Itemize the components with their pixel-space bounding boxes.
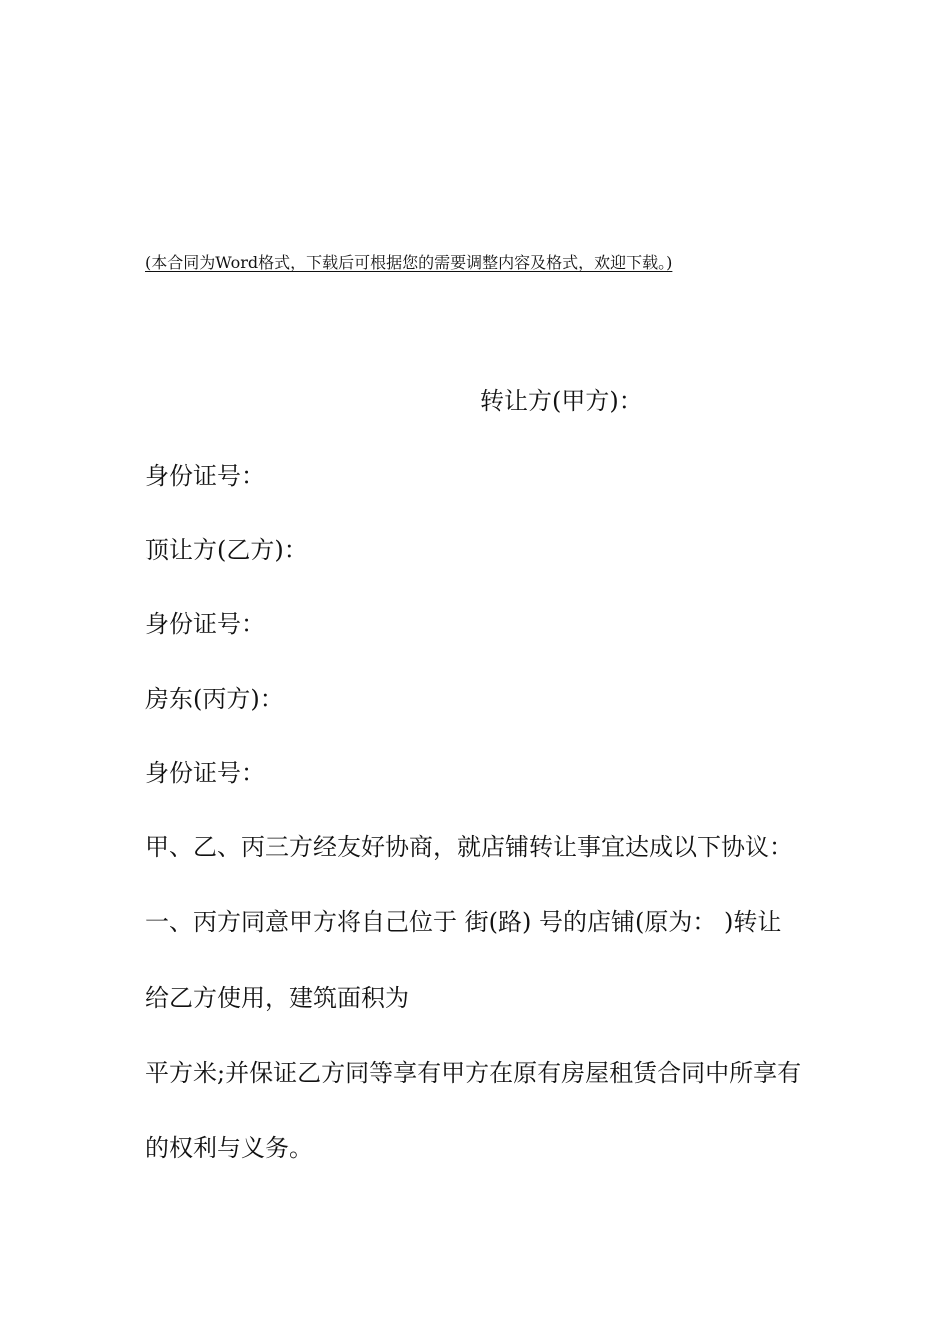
assignee-label: 顶让方(乙方)： [145,536,308,564]
landlord-label: 房东(丙方)： [145,685,284,713]
assignee-id-label: 身份证号： [145,610,265,638]
clause-1-line-3: 平方米;并保证乙方同等享有甲方在原有房屋租赁合同中所享有 [145,1059,802,1087]
agreement-intro: 甲、乙、丙三方经友好协商，就店铺转让事宜达成以下协议： [145,833,793,861]
clause-1-line-1: 一、丙方同意甲方将自己位于 街(路) 号的店铺(原为： )转让 [145,908,782,936]
transferor-label: 转让方(甲方)： [480,387,643,415]
transferor-id-label: 身份证号： [145,462,265,490]
format-note: (本合同为Word格式，下载后可根据您的需要调整内容及格式，欢迎下载。) [145,253,673,272]
clause-1-line-2: 给乙方使用，建筑面积为 [145,984,409,1012]
clause-1-line-4: 的权利与义务。 [145,1134,313,1162]
landlord-id-label: 身份证号： [145,759,265,787]
